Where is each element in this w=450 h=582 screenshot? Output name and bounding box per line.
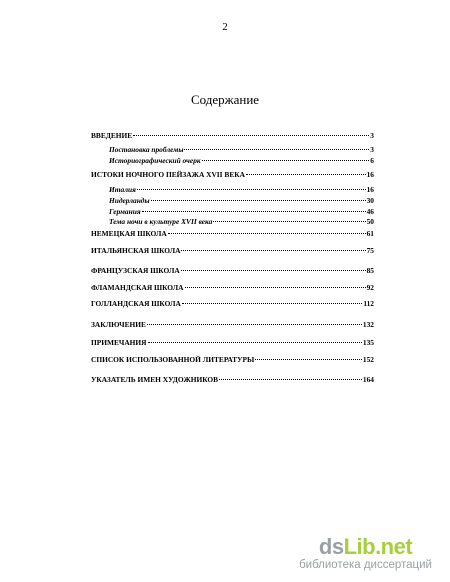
toc-entry-text: Германия (109, 207, 141, 216)
toc-entry-page: 132 (362, 320, 374, 329)
toc-leader-dots (202, 160, 370, 161)
toc-entry-page: 30 (366, 196, 374, 205)
toc-entry-page: 16 (366, 170, 374, 179)
toc-entry-text: НЕМЕЦКАЯ ШКОЛА (91, 229, 167, 238)
toc-leader-dots (148, 342, 362, 343)
toc-entry-notes[interactable] (91, 337, 374, 348)
toc-entry-text: Постановка проблемы (109, 145, 184, 154)
toc-entry-text: ВВЕДЕНИЕ (91, 131, 133, 140)
toc-entry-page: 135 (362, 338, 374, 347)
toc-entry-text: ФЛАМАНДСКАЯ ШКОЛА (91, 283, 184, 292)
logo-main-text: Lib.net (343, 534, 413, 559)
dslib-logo (299, 536, 432, 558)
toc-entry-page: 3 (370, 131, 374, 140)
toc-leader-dots (185, 287, 366, 288)
toc-leader-dots (219, 379, 362, 380)
toc-entry-origins[interactable] (91, 169, 374, 180)
toc-leader-dots (137, 189, 366, 190)
toc-entry-netherlands[interactable] (91, 195, 374, 206)
toc-entry-page: 46 (366, 207, 374, 216)
toc-entry-page: 3 (370, 145, 374, 154)
toc-entry-text: Тема ночи в культуре XVII века (109, 217, 213, 226)
toc-leader-dots (255, 359, 362, 360)
toc-entry-page: 85 (366, 266, 374, 275)
toc-entry-italian-school[interactable] (91, 245, 374, 256)
toc-leader-dots (184, 149, 369, 150)
toc-entry-italy[interactable] (91, 184, 374, 195)
toc-entry-text: ПРИМЕЧАНИЯ (91, 338, 147, 347)
toc-leader-dots (151, 200, 366, 201)
toc-entry-problem-statement[interactable] (91, 144, 374, 155)
toc-title: Содержание (190, 92, 260, 107)
toc-entry-page: 61 (366, 229, 374, 238)
toc-leader-dots (181, 270, 366, 271)
toc-entry-artist-index[interactable] (91, 374, 374, 385)
logo-prefix: ds (318, 534, 344, 559)
toc-entry-text: ИСТОКИ НОЧНОГО ПЕЙЗАЖА XVII ВЕКА (91, 170, 245, 179)
toc-entry-bibliography[interactable] (91, 354, 374, 365)
logo-subtitle: библиотека диссертаций (299, 559, 432, 571)
toc-entry-text: УКАЗАТЕЛЬ ИМЕН ХУДОЖНИКОВ (91, 375, 219, 384)
toc-entry-text: ИТАЛЬЯНСКАЯ ШКОЛА (91, 246, 181, 255)
toc-entry-night-theme[interactable] (91, 216, 374, 227)
toc-entry-page: 92 (366, 283, 374, 292)
toc-entry-page: 50 (366, 217, 374, 226)
page-number: 2 (222, 21, 228, 33)
toc-entry-dutch-school[interactable] (91, 298, 374, 309)
toc-leader-dots (213, 221, 365, 222)
toc-leader-dots (147, 324, 362, 325)
toc-entry-german-school[interactable] (91, 228, 374, 239)
toc-entry-page: 75 (366, 246, 374, 255)
toc-entry-page: 164 (362, 375, 374, 384)
dslib-watermark[interactable] (299, 536, 432, 572)
toc-entry-page: 152 (362, 355, 374, 364)
toc-entry-page: 6 (370, 156, 374, 165)
toc-entry-historiography[interactable] (91, 155, 374, 166)
toc-entry-conclusion[interactable] (91, 319, 374, 330)
toc-entry-text: Италия (109, 185, 136, 194)
toc-leader-dots (246, 174, 366, 175)
toc-entry-flemish-school[interactable] (91, 282, 374, 293)
toc-entry-text: Историографический очерк (109, 156, 201, 165)
toc-leader-dots (182, 303, 362, 304)
toc-leader-dots (142, 211, 366, 212)
toc-entry-text: ФРАНЦУЗСКАЯ ШКОЛА (91, 266, 180, 275)
toc-entry-text: СПИСОК ИСПОЛЬЗОВАННОЙ ЛИТЕРАТУРЫ (91, 355, 255, 364)
toc-entry-french-school[interactable] (91, 265, 374, 276)
toc-entry-text: ЗАКЛЮЧЕНИЕ (91, 320, 146, 329)
toc-entry-page: 16 (366, 185, 374, 194)
toc-entry-introduction[interactable] (91, 130, 374, 141)
toc-entry-text: ГОЛЛАНДСКАЯ ШКОЛА (91, 299, 181, 308)
toc-leader-dots (133, 135, 369, 136)
toc-leader-dots (168, 233, 366, 234)
toc-leader-dots (181, 250, 365, 251)
toc-entry-page: 112 (363, 299, 374, 308)
toc-entry-text: Нидерланды (109, 196, 150, 205)
